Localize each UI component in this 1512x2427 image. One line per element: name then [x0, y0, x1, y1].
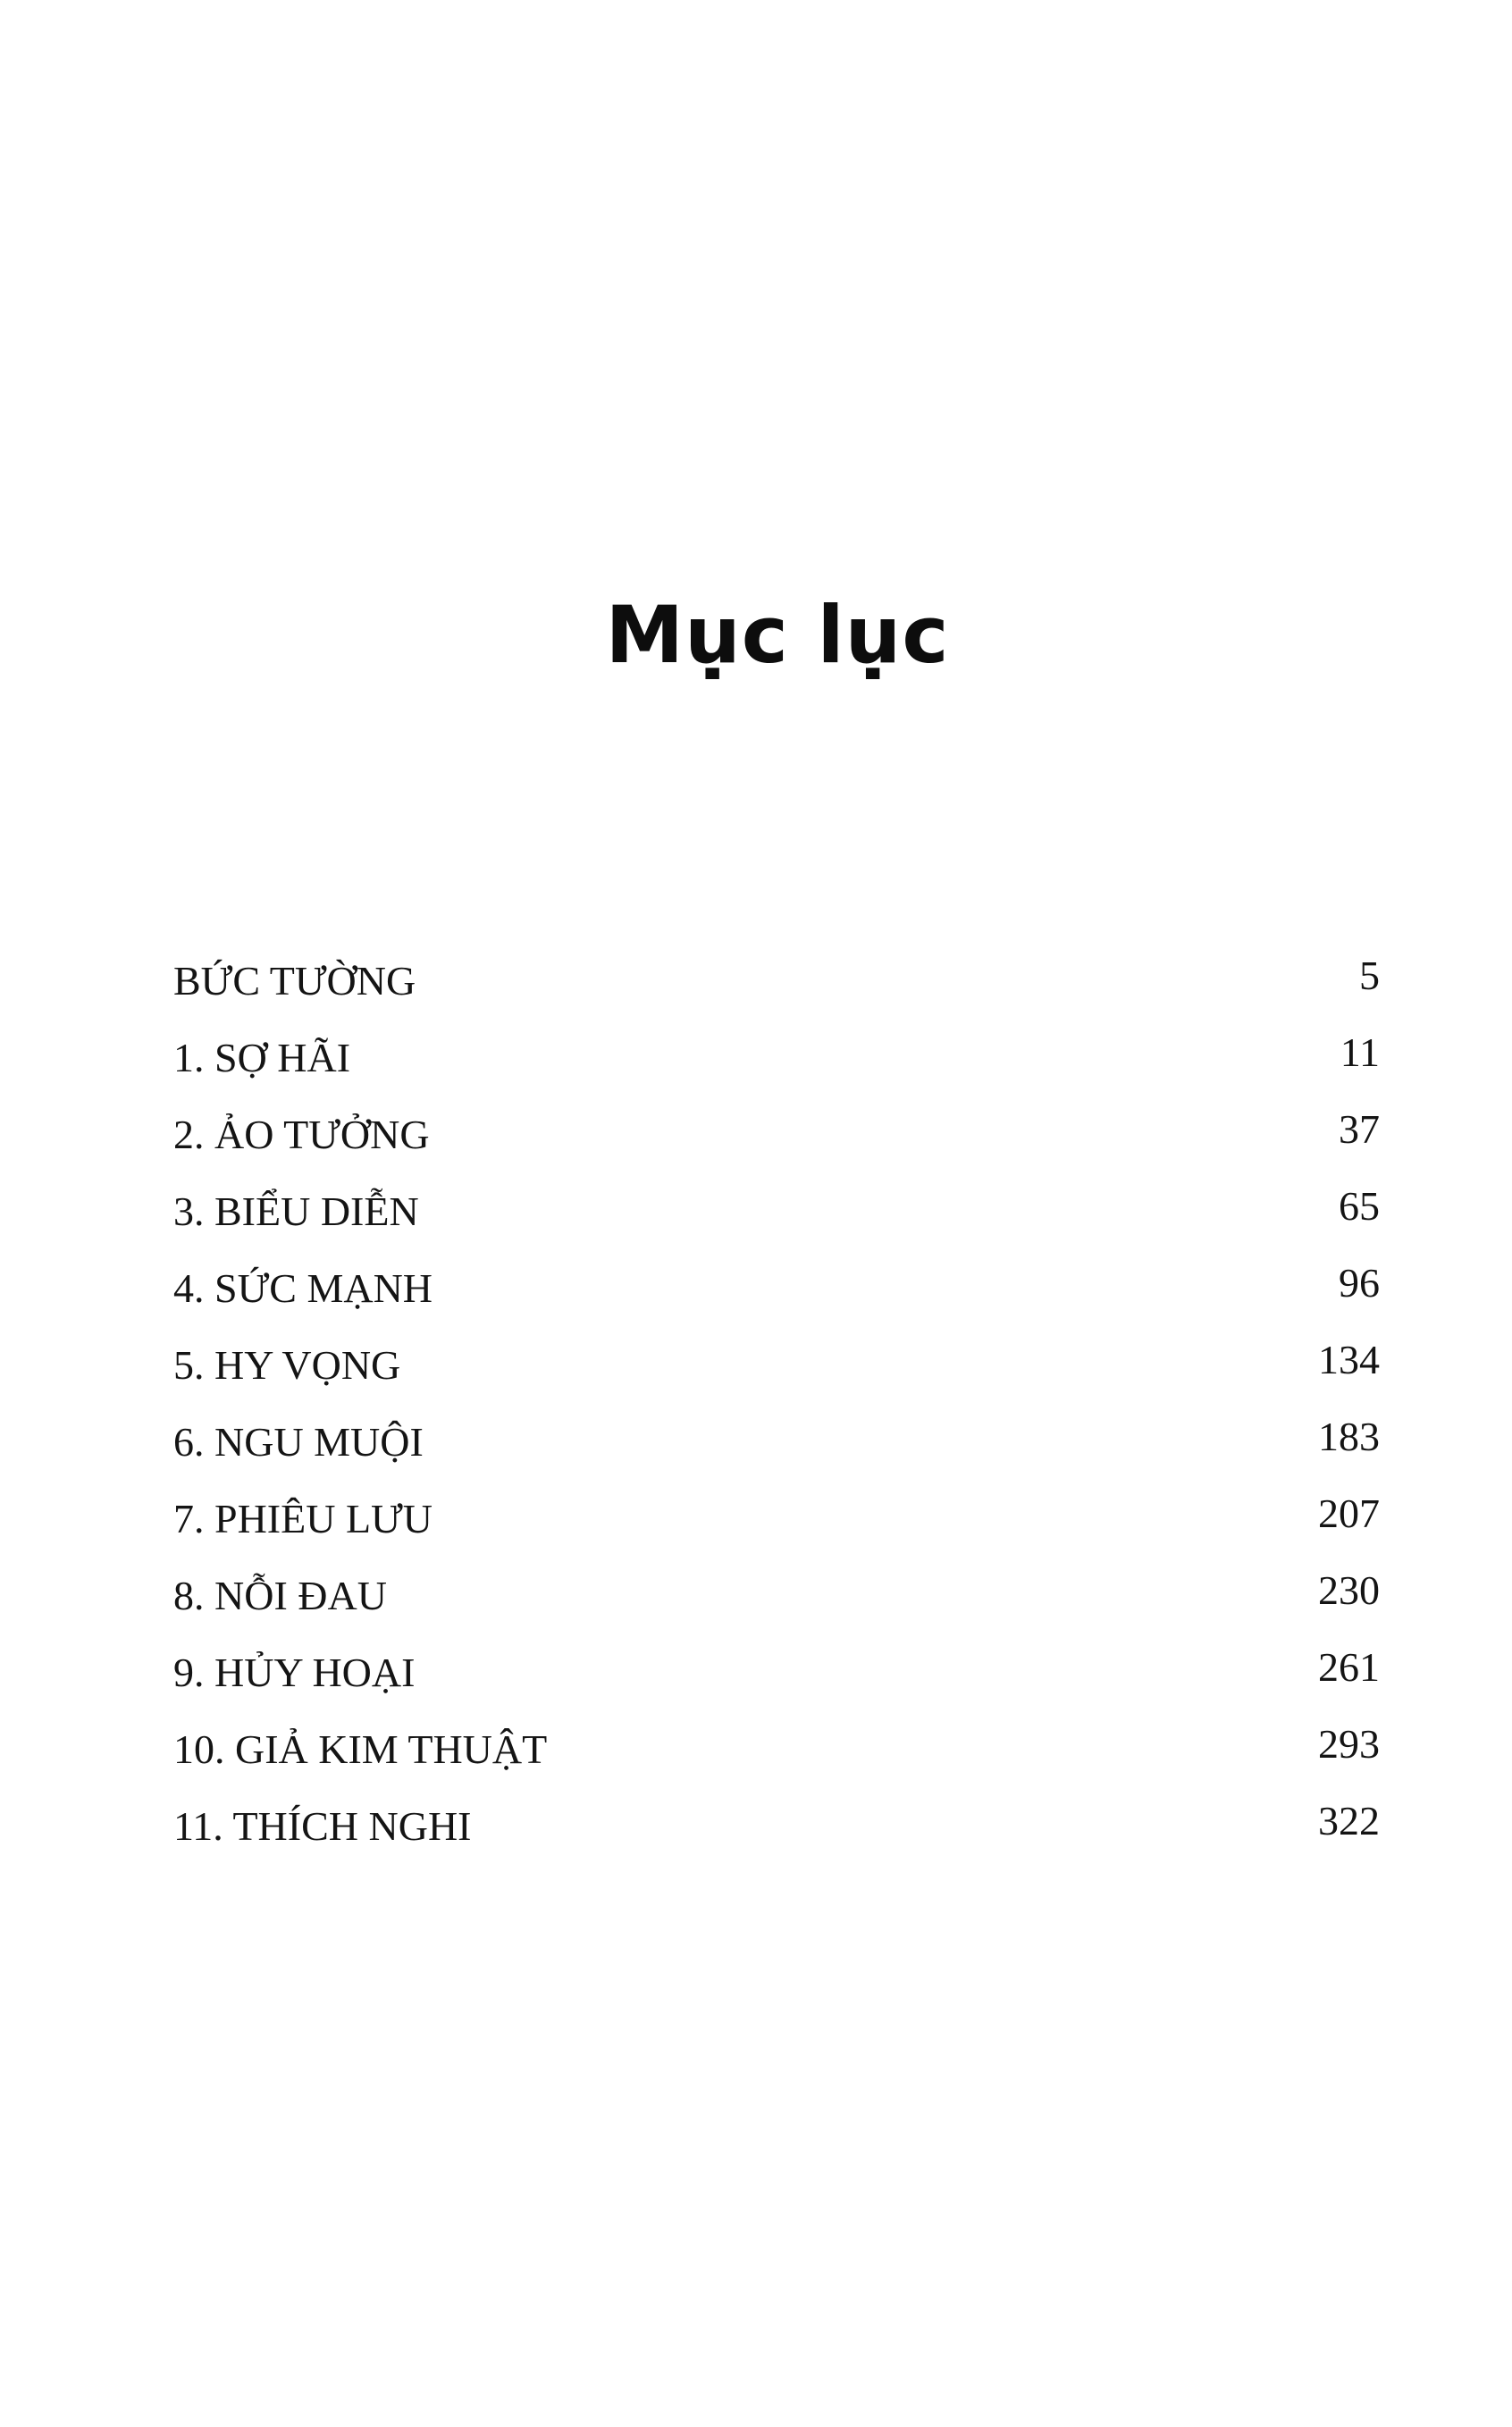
toc-entry-page-number: 322 — [1318, 1798, 1380, 1843]
toc-entry-chapter-3[interactable] — [173, 1173, 1380, 1250]
toc-entry-page-number: 37 — [1339, 1106, 1380, 1152]
toc-entry-page-number: 5 — [1359, 953, 1380, 998]
toc-entry-label: 1. SỢ HÃI — [173, 1035, 351, 1080]
toc-entry-chapter-11[interactable] — [173, 1788, 1380, 1865]
toc-entry-label: 9. HỦY HOẠI — [173, 1650, 416, 1695]
page-title: Mục lục — [605, 588, 950, 681]
toc-entry-page-number: 134 — [1318, 1337, 1380, 1382]
toc-entry-chapter-9[interactable] — [173, 1634, 1380, 1711]
toc-entry-chapter-10[interactable] — [173, 1711, 1380, 1788]
toc-entry-label: 2. ẢO TƯỞNG — [173, 1112, 430, 1157]
toc-entry-page-number: 65 — [1339, 1183, 1380, 1229]
toc-entry-label: 10. GIẢ KIM THUẬT — [173, 1726, 548, 1772]
toc-entry-label: 4. SỨC MẠNH — [173, 1265, 433, 1311]
toc-entry-chapter-7[interactable] — [173, 1481, 1380, 1558]
toc-entry-page-number: 261 — [1318, 1644, 1380, 1690]
toc-entry-label: BỨC TƯỜNG — [173, 958, 416, 1004]
table-of-contents — [173, 943, 1380, 1865]
toc-entry-page-number: 207 — [1318, 1491, 1380, 1536]
toc-entry-label: 11. THÍCH NGHI — [173, 1803, 472, 1849]
toc-entry-intro[interactable] — [173, 943, 1380, 1020]
toc-entry-page-number: 11 — [1340, 1029, 1380, 1075]
toc-entry-chapter-2[interactable] — [173, 1096, 1380, 1173]
toc-entry-label: 5. HY VỌNG — [173, 1342, 401, 1388]
toc-entry-page-number: 183 — [1318, 1414, 1380, 1459]
toc-entry-chapter-6[interactable] — [173, 1404, 1380, 1481]
toc-entry-chapter-5[interactable] — [173, 1327, 1380, 1404]
toc-entry-chapter-8[interactable] — [173, 1558, 1380, 1634]
toc-entry-page-number: 96 — [1339, 1260, 1380, 1306]
toc-entry-chapter-1[interactable] — [173, 1020, 1380, 1096]
toc-entry-page-number: 230 — [1318, 1567, 1380, 1613]
toc-entry-label: 8. NỖI ĐAU — [173, 1573, 387, 1618]
toc-entry-label: 7. PHIÊU LƯU — [173, 1496, 433, 1541]
toc-entry-page-number: 293 — [1318, 1721, 1380, 1767]
toc-entry-chapter-4[interactable] — [173, 1250, 1380, 1327]
toc-entry-label: 6. NGU MUỘI — [173, 1419, 424, 1465]
toc-entry-label: 3. BIỂU DIỄN — [173, 1188, 419, 1234]
